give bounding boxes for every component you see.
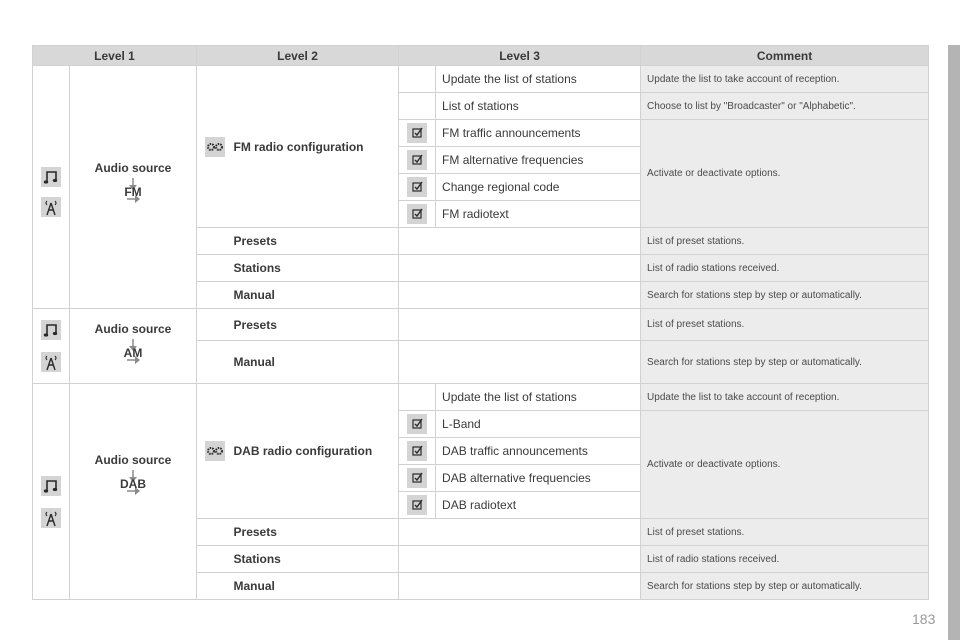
checkbox-cell (399, 174, 436, 201)
dab-comment-update-list: Update the list to take account of reception. (641, 384, 929, 411)
fm-comment-update-list: Update the list to take account of reception. (641, 66, 929, 93)
checkbox-cell (399, 201, 436, 228)
checkbox-cell (399, 492, 436, 519)
dab-config-label: DAB radio configuration (234, 384, 399, 519)
empty-cell (399, 255, 641, 282)
fm-item-alt-freq: FM alternative frequencies (436, 147, 641, 174)
empty-cell (197, 309, 234, 341)
dab-item-traffic: DAB traffic announcements (436, 438, 641, 465)
am-manual-comment: Search for stations step by step or automatically. (641, 341, 929, 384)
fm-item-traffic: FM traffic announcements (436, 120, 641, 147)
fm-manual-comment: Search for stations step by step or automatically. (641, 282, 929, 309)
table-row (33, 384, 929, 411)
page-number: 183 (912, 611, 936, 627)
page-scrollbar[interactable] (948, 45, 960, 640)
empty-cell (399, 341, 641, 384)
fm-config-icon-cell (197, 66, 234, 228)
fm-comment-options: Activate or deactivate options. (641, 120, 929, 228)
empty-cell (197, 573, 234, 600)
dab-item-radiotext: DAB radiotext (436, 492, 641, 519)
checkbox-icon (407, 414, 427, 434)
antenna-icon (41, 508, 61, 528)
checkbox-icon (407, 441, 427, 461)
fm-manual-label: Manual (234, 282, 399, 309)
dab-item-update-list: Update the list of stations (436, 384, 641, 411)
checkbox-cell (399, 465, 436, 492)
empty-cell (399, 519, 641, 546)
music-note-icon (41, 476, 61, 496)
checkbox-cell (399, 411, 436, 438)
fm-item-regional: Change regional code (436, 174, 641, 201)
header-level3: Level 3 (399, 46, 641, 66)
table-header-row (33, 46, 929, 66)
am-source-name: AM (123, 346, 143, 360)
checkbox-icon (407, 468, 427, 488)
empty-cell (197, 519, 234, 546)
empty-cell (399, 228, 641, 255)
dab-icons-cell (33, 384, 70, 600)
checkbox-icon (407, 495, 427, 515)
fm-icons-cell (33, 66, 70, 309)
empty-cell (399, 282, 641, 309)
antenna-icon (41, 197, 61, 217)
am-presets-comment: List of preset stations. (641, 309, 929, 341)
settings-icon (205, 441, 225, 461)
am-manual-label: Manual (234, 341, 399, 384)
dab-config-icon-cell (197, 384, 234, 519)
empty-cell (399, 66, 436, 93)
am-icons-cell (33, 309, 70, 384)
empty-cell (197, 341, 234, 384)
fm-comment-list-stations: Choose to list by "Broadcaster" or "Alphabetic". (641, 93, 929, 120)
dab-source-name: DAB (120, 476, 146, 491)
dab-item-alt-freq: DAB alternative frequencies (436, 465, 641, 492)
empty-cell (197, 546, 234, 573)
am-source-label: Audio source (94, 322, 172, 336)
dab-manual-comment: Search for stations step by step or automatically. (641, 573, 929, 600)
dab-comment-options: Activate or deactivate options. (641, 411, 929, 519)
checkbox-icon (407, 150, 427, 170)
fm-presets-label: Presets (234, 228, 399, 255)
checkbox-icon (407, 177, 427, 197)
dab-presets-label: Presets (234, 519, 399, 546)
header-level1: Level 1 (33, 46, 197, 66)
fm-source-name: FM (124, 185, 142, 199)
music-note-icon (41, 167, 61, 187)
empty-cell (399, 573, 641, 600)
empty-cell (197, 282, 234, 309)
fm-stations-label: Stations (234, 255, 399, 282)
dab-presets-comment: List of preset stations. (641, 519, 929, 546)
fm-item-update-list: Update the list of stations (436, 66, 641, 93)
fm-stations-comment: List of radio stations received. (641, 255, 929, 282)
fm-config-label: FM radio configuration (234, 66, 399, 228)
fm-source-cell (70, 66, 197, 309)
table-row (33, 309, 929, 341)
dab-stations-comment: List of radio stations received. (641, 546, 929, 573)
fm-presets-comment: List of preset stations. (641, 228, 929, 255)
fm-source-label: Audio source (94, 161, 172, 175)
empty-cell (399, 309, 641, 341)
empty-cell (399, 93, 436, 120)
fm-item-radiotext: FM radiotext (436, 201, 641, 228)
dab-source-label: Audio source (94, 452, 172, 467)
empty-cell (399, 384, 436, 411)
empty-cell (399, 546, 641, 573)
am-source-cell (70, 309, 197, 384)
radio-menu-table (32, 45, 929, 600)
empty-cell (197, 228, 234, 255)
table-row (33, 66, 929, 93)
dab-item-lband: L-Band (436, 411, 641, 438)
empty-cell (197, 255, 234, 282)
header-comment: Comment (641, 46, 929, 66)
checkbox-icon (407, 123, 427, 143)
antenna-icon (41, 352, 61, 372)
am-presets-label: Presets (234, 309, 399, 341)
checkbox-cell (399, 147, 436, 174)
dab-stations-label: Stations (234, 546, 399, 573)
header-level2: Level 2 (197, 46, 399, 66)
checkbox-icon (407, 204, 427, 224)
checkbox-cell (399, 438, 436, 465)
dab-source-cell (70, 384, 197, 600)
checkbox-cell (399, 120, 436, 147)
fm-item-list-stations: List of stations (436, 93, 641, 120)
music-note-icon (41, 320, 61, 340)
settings-icon (205, 137, 225, 157)
dab-manual-label: Manual (234, 573, 399, 600)
